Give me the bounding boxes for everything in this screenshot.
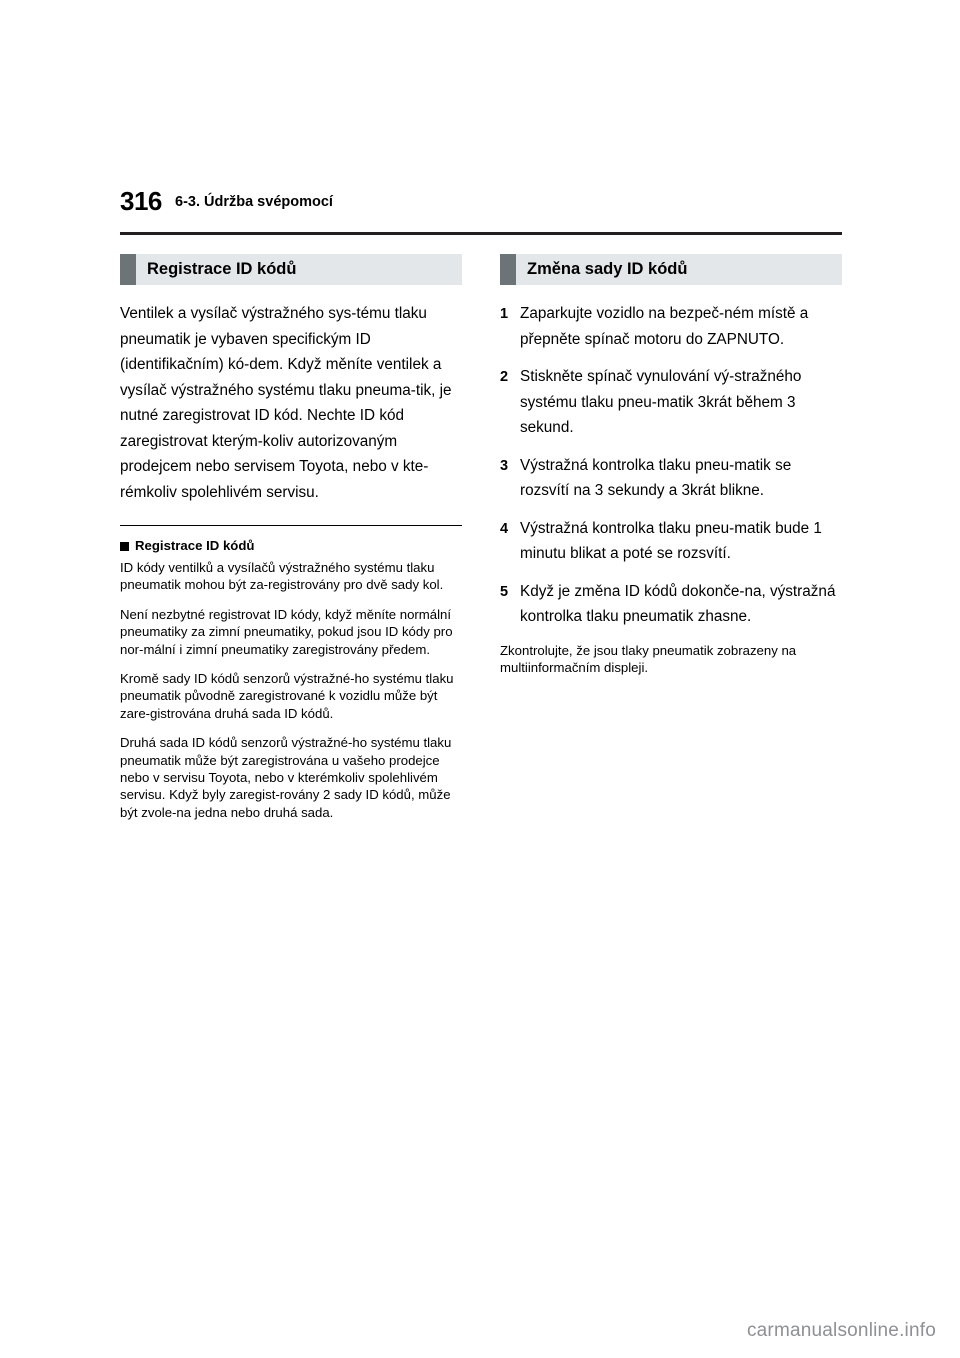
step-number: 2	[500, 369, 509, 385]
page-header	[120, 186, 842, 226]
note-divider	[120, 525, 462, 526]
closing-note: Zkontrolujte, že jsou tlaky pneumatik zobrazeny na multiinformačním displeji.	[500, 642, 797, 675]
section-header-registrace-id-kodu	[120, 254, 462, 285]
note-paragraph: Druhá sada ID kódů senzorů výstražné-ho systému tlaku pneumatik může být zaregistrována u vašeho prodejce nebo v servisu Toyota, nebo v kterémkoliv spolehlivém servisu. Když byly zaregist-rovány 2 sady ID kódů, může být zvole-na jedna nebo druhá sada.	[120, 735, 452, 820]
step-text: Výstražná kontrolka tlaku pneu-matik se rozsvítí na 3 sekundy a 3krát blikne.	[520, 456, 792, 499]
left-column	[120, 254, 462, 821]
step-number: 5	[500, 583, 509, 600]
intro-text: Ventilek a vysílač výstražného sys-tému tlaku pneumatik je vybaven specifickým ID (identifikačním) kó-dem. Když měníte ventilek a vysílač výstražného systému tlaku pneuma-tik, je nutné zaregistrovat ID kód. Nechte ID kód zaregistrovat kterým-koliv autorizovaným prodejcem nebo servisem Toyota, nebo v kte-rémkoliv spolehlivém servisu.	[120, 305, 452, 501]
note-paragraph: Není nezbytné registrovat ID kódy, když měníte normální pneumatiky za zimní pneumatiky, pokud jsou ID kódy pro nor-mální i zimní pneumatiky zaregistrovány předem.	[120, 606, 453, 657]
list-item	[500, 364, 842, 441]
list-item	[500, 301, 842, 352]
note-body	[120, 559, 462, 821]
section-title: Registrace ID kódů	[147, 260, 297, 278]
section-tab-marker	[500, 254, 516, 285]
list-item	[500, 516, 842, 567]
list-item	[500, 453, 842, 504]
step-text: Výstražná kontrolka tlaku pneu-matik bude 1 minutu blikat a poté se rozsvítí.	[520, 519, 822, 562]
step-list	[500, 301, 842, 630]
note-heading	[120, 538, 462, 553]
page-title: 6-3. Údržba svépomocí	[175, 194, 333, 210]
header-divider	[120, 232, 842, 235]
intro-paragraph	[120, 301, 462, 505]
step-number: 3	[500, 457, 509, 474]
watermark: carmanualsonline.info	[746, 1320, 936, 1341]
step-text: Stiskněte spínač vynulování vý-stražného systému tlaku pneu-matik 3krát během 3 sekund.	[520, 368, 802, 436]
step-number: 4	[500, 520, 509, 537]
note-paragraph: Kromě sady ID kódů senzorů výstražné-ho systému tlaku pneumatik původně zaregistrované k vozidlu může být zare-gistrována druhá sada ID kódů.	[120, 671, 454, 721]
step-text: Zaparkujte vozidlo na bezpeč-ném místě a přepněte spínač motoru do ZAPNUTO.	[520, 305, 809, 348]
list-item	[500, 579, 842, 630]
section-header-zmena-sady-id-kodu	[500, 254, 842, 285]
page-number: 316	[120, 186, 162, 216]
step-text: Když je změna ID kódů dokonče-na, výstražná kontrolka tlaku pneumatik zhasne.	[520, 582, 836, 625]
square-bullet-icon	[120, 542, 129, 551]
step-number: 1	[500, 306, 509, 322]
note-paragraph: ID kódy ventilků a vysílačů výstražného systému tlaku pneumatik mohou být za-registrovány pro dvě sady kol.	[120, 560, 444, 593]
right-column	[500, 254, 842, 676]
note-heading-label: Registrace ID kódů	[135, 538, 255, 553]
section-tab-marker	[120, 254, 136, 285]
section-title: Změna sady ID kódů	[527, 260, 688, 278]
